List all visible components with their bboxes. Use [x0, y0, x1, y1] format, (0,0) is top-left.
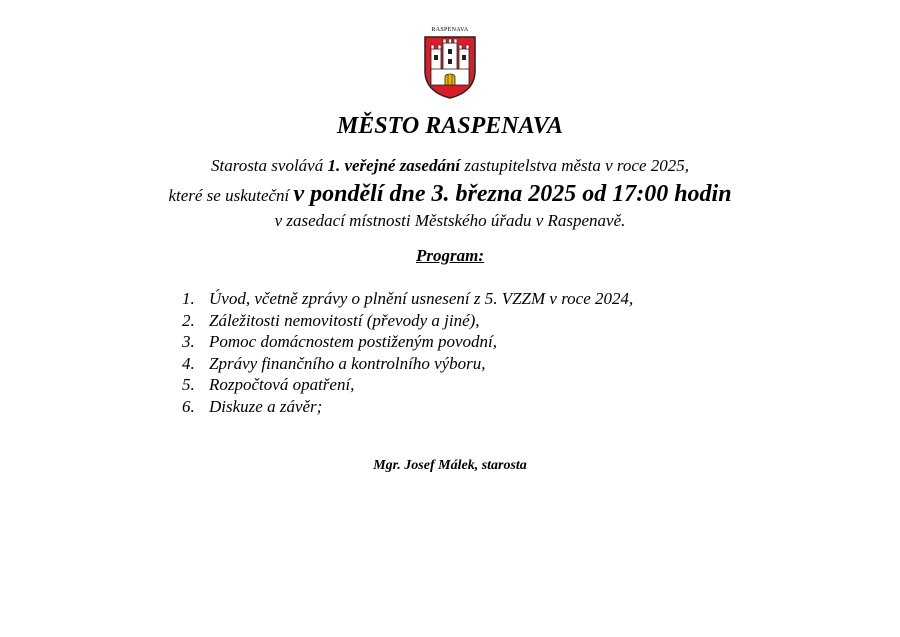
signature: Mgr. Josef Málek, starosta: [373, 458, 527, 473]
agenda-item-number: 3.: [182, 332, 195, 352]
agenda-item-number: 1.: [182, 289, 195, 308]
crest-label: RASPENAVA: [431, 27, 469, 33]
agenda-item: [176, 288, 633, 310]
agenda-item-text: Zprávy finančního a kontrolního výboru,: [209, 353, 486, 373]
agenda-item: [176, 310, 633, 332]
agenda-item-text: Rozpočtová opatření,: [209, 375, 355, 395]
agenda-item-number: 5.: [182, 375, 195, 395]
invitation-line-1-start: Starosta svolává: [210, 156, 328, 175]
invitation-line-1: [0, 156, 900, 176]
program-heading: Program:: [416, 246, 484, 265]
crest-gate: [445, 74, 455, 85]
invitation-line-2-start: které se uskuteční: [168, 186, 294, 205]
agenda-item: [176, 396, 633, 418]
meeting-date-time: v pondělí dne 3. března 2025 od 17:00 hodin: [293, 181, 732, 207]
agenda-item-text: Záležitosti nemovitostí (převody a jiné),: [209, 310, 480, 330]
agenda-item-text: Pomoc domácnostem postiženým povodní,: [209, 332, 498, 352]
invitation-line-2: [0, 181, 900, 208]
agenda-item: [176, 374, 633, 396]
agenda-item: [176, 353, 633, 375]
invitation-line-1-end: zastupitelstva města v roce 2025,: [460, 156, 689, 175]
town-crest-icon: [423, 35, 477, 99]
agenda-list: [176, 288, 633, 418]
agenda-item-number: 2.: [182, 310, 195, 330]
agenda-item-text: Úvod, včetně zprávy o plnění usnesení z 5. VZZM v roce 2024,: [209, 289, 634, 308]
meeting-name: 1. veřejné zasedání: [327, 156, 461, 175]
document-title: MĚSTO RASPENAVA: [336, 113, 564, 139]
agenda-item-number: 6.: [182, 396, 195, 416]
agenda-item: [176, 331, 633, 353]
meeting-location: v zasedací místnosti Městského úřadu v Raspenavě.: [274, 211, 626, 230]
agenda-item-text: Diskuze a závěr;: [209, 396, 323, 416]
agenda-item-number: 4.: [182, 353, 195, 373]
